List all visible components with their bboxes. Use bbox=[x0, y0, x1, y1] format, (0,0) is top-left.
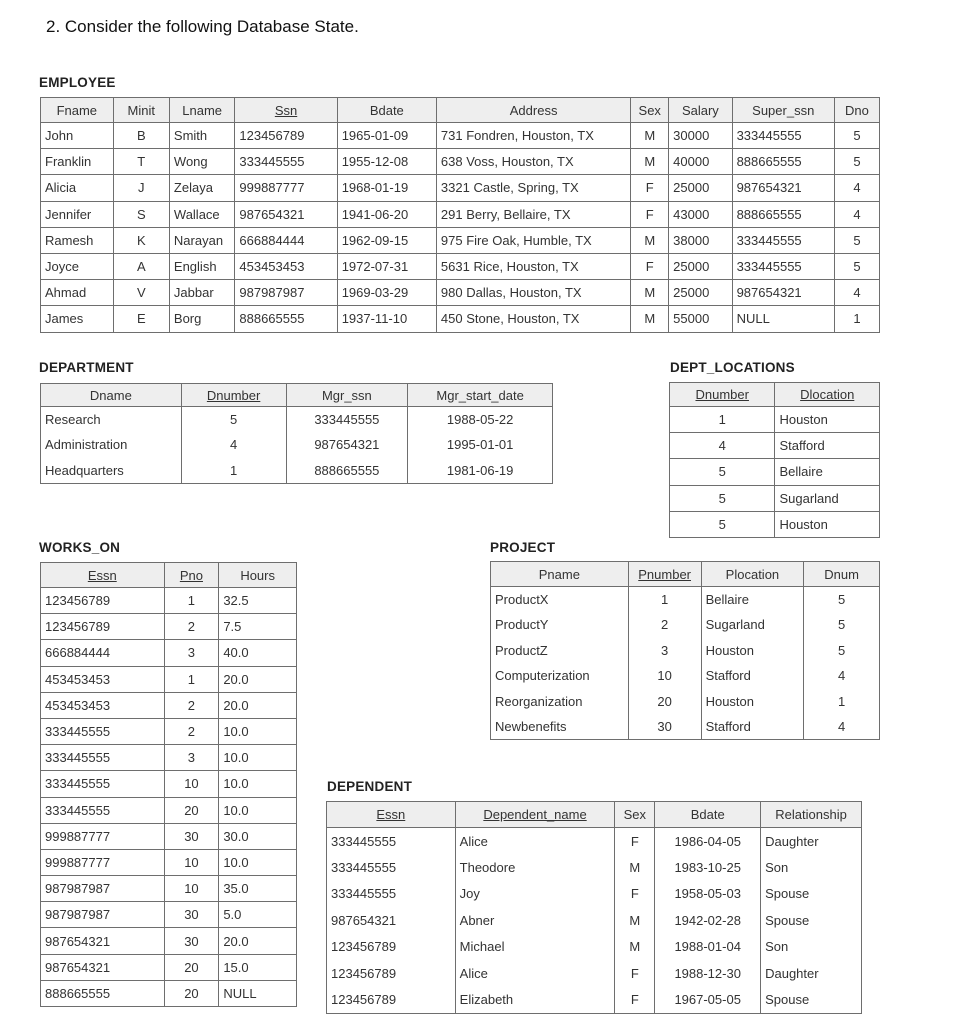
table-row bbox=[41, 227, 880, 253]
table-cell: 1983-10-25 bbox=[655, 854, 761, 881]
table-cell: 987654321 bbox=[41, 928, 165, 954]
table-cell: Son bbox=[761, 934, 862, 961]
column-header: Minit bbox=[113, 98, 169, 123]
table-cell: 999887777 bbox=[41, 823, 165, 849]
table-cell: 999887777 bbox=[41, 849, 165, 875]
table-cell: E bbox=[113, 306, 169, 332]
column-header: Lname bbox=[169, 98, 234, 123]
table-cell: 5 bbox=[670, 459, 775, 485]
table-row bbox=[327, 854, 862, 881]
table-cell: 975 Fire Oak, Humble, TX bbox=[436, 227, 630, 253]
table-cell: 4 bbox=[670, 433, 775, 459]
table-cell: 450 Stone, Houston, TX bbox=[436, 306, 630, 332]
column-header: Hours bbox=[219, 563, 297, 588]
table-cell: 888665555 bbox=[732, 149, 834, 175]
table-cell: 5 bbox=[834, 253, 879, 279]
column-header: Essn bbox=[327, 802, 456, 828]
department-table-label: DEPARTMENT bbox=[39, 360, 134, 375]
table-cell: 123456789 bbox=[41, 614, 165, 640]
table-cell: Joyce bbox=[41, 253, 114, 279]
table-cell: 333445555 bbox=[41, 797, 165, 823]
table-row bbox=[41, 876, 297, 902]
table-cell: 1937-11-10 bbox=[337, 306, 436, 332]
table-row bbox=[327, 907, 862, 934]
table-cell: 333445555 bbox=[327, 881, 456, 908]
table-cell: 888665555 bbox=[41, 980, 165, 1006]
table-row bbox=[41, 797, 297, 823]
table-row bbox=[41, 306, 880, 332]
table-cell: 10.0 bbox=[219, 718, 297, 744]
table-cell: 3 bbox=[164, 640, 219, 666]
question-title: 2. Consider the following Database State. bbox=[46, 17, 359, 36]
table-cell: 1955-12-08 bbox=[337, 149, 436, 175]
table-row bbox=[491, 638, 880, 664]
table-cell: 1981-06-19 bbox=[408, 458, 553, 484]
table-cell: Ramesh bbox=[41, 227, 114, 253]
table-row bbox=[670, 485, 880, 511]
table-cell: 20 bbox=[164, 980, 219, 1006]
table-row bbox=[327, 881, 862, 908]
table-cell: 10.0 bbox=[219, 797, 297, 823]
table-row bbox=[491, 714, 880, 740]
column-header: Super_ssn bbox=[732, 98, 834, 123]
table-row bbox=[491, 587, 880, 613]
table-cell: 123456789 bbox=[41, 588, 165, 614]
table-cell: 980 Dallas, Houston, TX bbox=[436, 280, 630, 306]
dept-locations-table bbox=[669, 382, 880, 538]
table-cell: Abner bbox=[455, 907, 615, 934]
table-row bbox=[41, 407, 553, 433]
dependent-table-label: DEPENDENT bbox=[327, 779, 413, 794]
table-cell: John bbox=[41, 123, 114, 149]
column-header: Pname bbox=[491, 562, 629, 587]
table-cell: 4 bbox=[181, 432, 286, 458]
table-row bbox=[41, 201, 880, 227]
column-header: Dname bbox=[41, 384, 182, 407]
column-header: Dependent_name bbox=[455, 802, 615, 828]
table-cell: 5 bbox=[804, 638, 880, 664]
table-cell: 1988-12-30 bbox=[655, 960, 761, 987]
table-cell: English bbox=[169, 253, 234, 279]
table-row bbox=[41, 692, 297, 718]
column-header: Address bbox=[436, 98, 630, 123]
table-cell: 987987987 bbox=[235, 280, 337, 306]
table-cell: 1 bbox=[628, 587, 701, 613]
table-row bbox=[41, 123, 880, 149]
table-row bbox=[670, 459, 880, 485]
table-row bbox=[41, 980, 297, 1006]
table-cell: Bellaire bbox=[775, 459, 880, 485]
table-cell: Smith bbox=[169, 123, 234, 149]
table-row bbox=[491, 663, 880, 689]
dept-locations-table-label: DEPT_LOCATIONS bbox=[670, 360, 795, 375]
table-cell: 1986-04-05 bbox=[655, 828, 761, 855]
table-cell: 987654321 bbox=[732, 175, 834, 201]
table-cell: 333445555 bbox=[41, 745, 165, 771]
table-cell: Daughter bbox=[761, 828, 862, 855]
table-cell: 731 Fondren, Houston, TX bbox=[436, 123, 630, 149]
table-cell: 333445555 bbox=[732, 227, 834, 253]
table-cell: 4 bbox=[834, 201, 879, 227]
column-header: Dnumber bbox=[670, 383, 775, 407]
table-cell: 10 bbox=[628, 663, 701, 689]
column-header: Dlocation bbox=[775, 383, 880, 407]
table-cell: Elizabeth bbox=[455, 987, 615, 1014]
table-cell: 333445555 bbox=[732, 123, 834, 149]
table-row bbox=[41, 280, 880, 306]
table-cell: 5 bbox=[804, 587, 880, 613]
table-cell: Spouse bbox=[761, 907, 862, 934]
table-cell: 987987987 bbox=[41, 902, 165, 928]
column-header: Mgr_start_date bbox=[408, 384, 553, 407]
table-cell: 5.0 bbox=[219, 902, 297, 928]
table-cell: M bbox=[615, 907, 655, 934]
dependent-table bbox=[326, 801, 862, 1014]
table-cell: 2 bbox=[164, 718, 219, 744]
table-cell: Reorganization bbox=[491, 689, 629, 715]
table-cell: 2 bbox=[628, 612, 701, 638]
table-row bbox=[41, 432, 553, 458]
table-cell: 5631 Rice, Houston, TX bbox=[436, 253, 630, 279]
table-cell: 30 bbox=[164, 928, 219, 954]
table-cell: F bbox=[615, 828, 655, 855]
table-cell: 123456789 bbox=[235, 123, 337, 149]
table-cell: Alice bbox=[455, 828, 615, 855]
table-cell: Houston bbox=[775, 511, 880, 537]
table-cell: 30.0 bbox=[219, 823, 297, 849]
table-cell: 1988-05-22 bbox=[408, 407, 553, 433]
table-cell: 3 bbox=[164, 745, 219, 771]
table-cell: Administration bbox=[41, 432, 182, 458]
table-cell: 987654321 bbox=[732, 280, 834, 306]
table-row bbox=[41, 666, 297, 692]
column-header: Fname bbox=[41, 98, 114, 123]
table-cell: 888665555 bbox=[235, 306, 337, 332]
table-cell: 10.0 bbox=[219, 771, 297, 797]
table-cell: 38000 bbox=[669, 227, 732, 253]
table-cell: Alice bbox=[455, 960, 615, 987]
table-cell: 10 bbox=[164, 771, 219, 797]
table-cell: 1941-06-20 bbox=[337, 201, 436, 227]
department-table bbox=[40, 383, 553, 484]
table-cell: T bbox=[113, 149, 169, 175]
table-cell: 5 bbox=[834, 123, 879, 149]
table-row bbox=[41, 902, 297, 928]
table-cell: 4 bbox=[834, 280, 879, 306]
table-cell: 1965-01-09 bbox=[337, 123, 436, 149]
table-row bbox=[41, 928, 297, 954]
table-cell: 999887777 bbox=[235, 175, 337, 201]
table-row bbox=[41, 458, 553, 484]
table-cell: 888665555 bbox=[732, 201, 834, 227]
table-cell: 333445555 bbox=[41, 771, 165, 797]
table-cell: 987987987 bbox=[41, 876, 165, 902]
table-cell: S bbox=[113, 201, 169, 227]
table-cell: 1988-01-04 bbox=[655, 934, 761, 961]
table-cell: 3321 Castle, Spring, TX bbox=[436, 175, 630, 201]
table-cell: 5 bbox=[834, 227, 879, 253]
table-cell: 20.0 bbox=[219, 928, 297, 954]
table-cell: ProductX bbox=[491, 587, 629, 613]
column-header: Mgr_ssn bbox=[286, 384, 408, 407]
table-cell: Wong bbox=[169, 149, 234, 175]
table-cell: 1972-07-31 bbox=[337, 253, 436, 279]
table-cell: 30 bbox=[628, 714, 701, 740]
table-cell: 10.0 bbox=[219, 849, 297, 875]
table-row bbox=[491, 689, 880, 715]
table-row bbox=[41, 175, 880, 201]
table-row bbox=[41, 614, 297, 640]
table-cell: 453453453 bbox=[41, 692, 165, 718]
table-cell: 30 bbox=[164, 823, 219, 849]
table-cell: F bbox=[615, 987, 655, 1014]
table-row bbox=[327, 934, 862, 961]
table-cell: 10 bbox=[164, 876, 219, 902]
table-cell: 35.0 bbox=[219, 876, 297, 902]
table-cell: 987654321 bbox=[286, 432, 408, 458]
table-row bbox=[327, 828, 862, 855]
employee-table bbox=[40, 97, 880, 333]
table-row bbox=[41, 640, 297, 666]
table-row bbox=[41, 718, 297, 744]
column-header: Dnumber bbox=[181, 384, 286, 407]
table-cell: Houston bbox=[701, 689, 804, 715]
table-cell: 333445555 bbox=[41, 718, 165, 744]
table-cell: M bbox=[631, 280, 669, 306]
table-cell: Computerization bbox=[491, 663, 629, 689]
table-cell: 20.0 bbox=[219, 692, 297, 718]
table-cell: Borg bbox=[169, 306, 234, 332]
table-cell: 123456789 bbox=[327, 934, 456, 961]
table-cell: 4 bbox=[804, 714, 880, 740]
table-cell: 333445555 bbox=[732, 253, 834, 279]
column-header: Bdate bbox=[655, 802, 761, 828]
column-header: Dnum bbox=[804, 562, 880, 587]
table-cell: M bbox=[615, 854, 655, 881]
table-cell: Stafford bbox=[701, 663, 804, 689]
table-cell: 1 bbox=[804, 689, 880, 715]
table-cell: NULL bbox=[219, 980, 297, 1006]
column-header: Sex bbox=[615, 802, 655, 828]
table-cell: 987654321 bbox=[327, 907, 456, 934]
table-cell: Joy bbox=[455, 881, 615, 908]
works-on-table bbox=[40, 562, 297, 1007]
table-cell: V bbox=[113, 280, 169, 306]
table-cell: 5 bbox=[181, 407, 286, 433]
table-cell: Sugarland bbox=[701, 612, 804, 638]
table-cell: 1962-09-15 bbox=[337, 227, 436, 253]
project-table bbox=[490, 561, 880, 740]
table-cell: 1942-02-28 bbox=[655, 907, 761, 934]
table-cell: 1 bbox=[181, 458, 286, 484]
table-row bbox=[41, 823, 297, 849]
table-cell: Bellaire bbox=[701, 587, 804, 613]
table-cell: Stafford bbox=[701, 714, 804, 740]
table-cell: 20 bbox=[164, 797, 219, 823]
table-cell: 5 bbox=[804, 612, 880, 638]
table-cell: J bbox=[113, 175, 169, 201]
table-cell: F bbox=[631, 201, 669, 227]
table-cell: 20 bbox=[164, 954, 219, 980]
table-cell: F bbox=[615, 881, 655, 908]
table-cell: M bbox=[631, 306, 669, 332]
employee-table-label: EMPLOYEE bbox=[39, 75, 116, 90]
table-cell: Research bbox=[41, 407, 182, 433]
table-cell: 1967-05-05 bbox=[655, 987, 761, 1014]
column-header: Essn bbox=[41, 563, 165, 588]
table-cell: Son bbox=[761, 854, 862, 881]
column-header: Relationship bbox=[761, 802, 862, 828]
table-cell: 40.0 bbox=[219, 640, 297, 666]
table-cell: F bbox=[615, 960, 655, 987]
table-row bbox=[41, 149, 880, 175]
table-cell: 15.0 bbox=[219, 954, 297, 980]
table-cell: ProductZ bbox=[491, 638, 629, 664]
table-cell: Ahmad bbox=[41, 280, 114, 306]
works-on-table-label: WORKS_ON bbox=[39, 540, 121, 555]
table-cell: 123456789 bbox=[327, 987, 456, 1014]
table-cell: F bbox=[631, 253, 669, 279]
column-header: Pno bbox=[164, 563, 219, 588]
table-cell: 30 bbox=[164, 902, 219, 928]
table-cell: James bbox=[41, 306, 114, 332]
table-row bbox=[41, 253, 880, 279]
column-header: Salary bbox=[669, 98, 732, 123]
table-cell: 291 Berry, Bellaire, TX bbox=[436, 201, 630, 227]
table-cell: Stafford bbox=[775, 433, 880, 459]
table-cell: 7.5 bbox=[219, 614, 297, 640]
table-cell: 43000 bbox=[669, 201, 732, 227]
table-cell: 123456789 bbox=[327, 960, 456, 987]
table-row bbox=[41, 588, 297, 614]
table-cell: 4 bbox=[804, 663, 880, 689]
table-cell: B bbox=[113, 123, 169, 149]
table-cell: Alicia bbox=[41, 175, 114, 201]
table-cell: 1969-03-29 bbox=[337, 280, 436, 306]
table-cell: ProductY bbox=[491, 612, 629, 638]
table-row bbox=[41, 849, 297, 875]
table-cell: 453453453 bbox=[235, 253, 337, 279]
table-cell: Wallace bbox=[169, 201, 234, 227]
table-cell: Narayan bbox=[169, 227, 234, 253]
table-cell: M bbox=[615, 934, 655, 961]
table-row bbox=[41, 745, 297, 771]
table-cell: Daughter bbox=[761, 960, 862, 987]
table-cell: 1 bbox=[164, 588, 219, 614]
table-row bbox=[670, 433, 880, 459]
table-cell: 1 bbox=[670, 407, 775, 433]
column-header: Dno bbox=[834, 98, 879, 123]
table-cell: 5 bbox=[670, 485, 775, 511]
table-cell: 4 bbox=[834, 175, 879, 201]
table-cell: 333445555 bbox=[286, 407, 408, 433]
table-cell: A bbox=[113, 253, 169, 279]
table-cell: 987654321 bbox=[235, 201, 337, 227]
table-cell: 987654321 bbox=[41, 954, 165, 980]
table-cell: 25000 bbox=[669, 280, 732, 306]
table-cell: Franklin bbox=[41, 149, 114, 175]
table-row bbox=[327, 960, 862, 987]
table-cell: Houston bbox=[701, 638, 804, 664]
table-cell: 25000 bbox=[669, 175, 732, 201]
table-cell: Sugarland bbox=[775, 485, 880, 511]
table-cell: 888665555 bbox=[286, 458, 408, 484]
table-cell: 666884444 bbox=[41, 640, 165, 666]
table-cell: Theodore bbox=[455, 854, 615, 881]
column-header: Bdate bbox=[337, 98, 436, 123]
table-cell: 333445555 bbox=[327, 854, 456, 881]
table-row bbox=[670, 407, 880, 433]
table-cell: 2 bbox=[164, 692, 219, 718]
table-cell: Jennifer bbox=[41, 201, 114, 227]
table-cell: K bbox=[113, 227, 169, 253]
table-cell: 30000 bbox=[669, 123, 732, 149]
column-header: Pnumber bbox=[628, 562, 701, 587]
table-row bbox=[670, 511, 880, 537]
table-cell: 638 Voss, Houston, TX bbox=[436, 149, 630, 175]
table-cell: Spouse bbox=[761, 987, 862, 1014]
table-cell: 25000 bbox=[669, 253, 732, 279]
table-cell: 1958-05-03 bbox=[655, 881, 761, 908]
table-cell: Headquarters bbox=[41, 458, 182, 484]
table-cell: 5 bbox=[834, 149, 879, 175]
column-header: Plocation bbox=[701, 562, 804, 587]
table-cell: 20.0 bbox=[219, 666, 297, 692]
table-cell: Newbenefits bbox=[491, 714, 629, 740]
column-header: Ssn bbox=[235, 98, 337, 123]
table-cell: Houston bbox=[775, 407, 880, 433]
table-cell: M bbox=[631, 149, 669, 175]
table-cell: 333445555 bbox=[235, 149, 337, 175]
table-cell: 1 bbox=[164, 666, 219, 692]
table-cell: 1995-01-01 bbox=[408, 432, 553, 458]
table-cell: 10 bbox=[164, 849, 219, 875]
table-cell: 40000 bbox=[669, 149, 732, 175]
table-cell: 1968-01-19 bbox=[337, 175, 436, 201]
table-cell: 20 bbox=[628, 689, 701, 715]
table-cell: NULL bbox=[732, 306, 834, 332]
table-cell: 2 bbox=[164, 614, 219, 640]
table-cell: Spouse bbox=[761, 881, 862, 908]
column-header: Sex bbox=[631, 98, 669, 123]
table-cell: 333445555 bbox=[327, 828, 456, 855]
project-table-label: PROJECT bbox=[490, 540, 556, 555]
table-cell: 5 bbox=[670, 511, 775, 537]
table-cell: 1 bbox=[834, 306, 879, 332]
table-cell: Zelaya bbox=[169, 175, 234, 201]
table-cell: 3 bbox=[628, 638, 701, 664]
table-cell: Jabbar bbox=[169, 280, 234, 306]
table-cell: 666884444 bbox=[235, 227, 337, 253]
table-row bbox=[41, 954, 297, 980]
table-cell: M bbox=[631, 227, 669, 253]
table-cell: F bbox=[631, 175, 669, 201]
table-cell: 453453453 bbox=[41, 666, 165, 692]
table-cell: 55000 bbox=[669, 306, 732, 332]
table-cell: M bbox=[631, 123, 669, 149]
table-row bbox=[327, 987, 862, 1014]
table-row bbox=[491, 612, 880, 638]
table-cell: 10.0 bbox=[219, 745, 297, 771]
table-row bbox=[41, 771, 297, 797]
table-cell: Michael bbox=[455, 934, 615, 961]
table-cell: 32.5 bbox=[219, 588, 297, 614]
